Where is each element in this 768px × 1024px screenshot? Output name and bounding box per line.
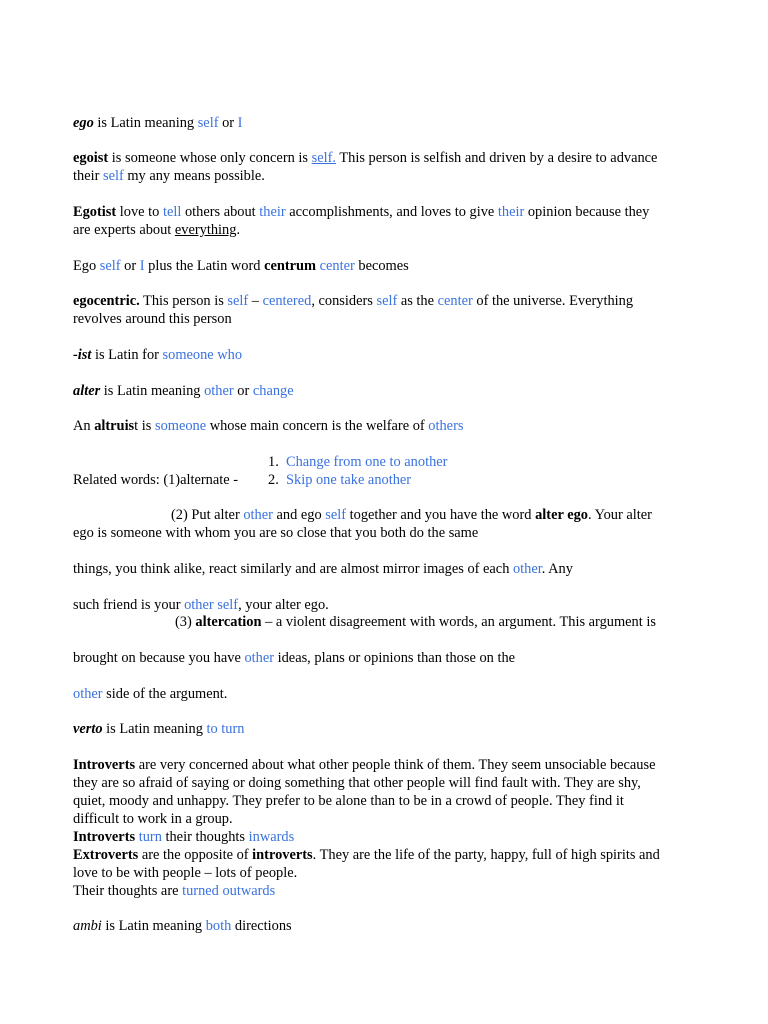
introverts-line-2: they are so afraid of saying or doing something that other people will find fault with. They are shy,: [73, 775, 641, 791]
term: egocentric.: [73, 293, 140, 309]
egoist-definition-cont: their self my any means possible.: [73, 168, 265, 184]
alter-definition: alter is Latin meaning other or change: [73, 383, 294, 399]
extroverts-line-1: Extroverts are the opposite of introverts. They are the life of the party, happy, full of high spirits and: [73, 847, 660, 863]
introverts-line-1: Introverts are very concerned about what other people think of them. They seem unsociable because: [73, 757, 656, 773]
term: Egotist: [73, 204, 117, 220]
egocentric-definition-cont: revolves around this person: [73, 311, 232, 327]
extroverts-line-2: love to be with people – lots of people.: [73, 865, 298, 881]
altruist-definition: An altruist is someone whose main concern is the welfare of others: [73, 418, 464, 434]
root-word: alter: [73, 383, 101, 399]
introverts-line-4: difficult to work in a group.: [73, 811, 233, 827]
root-word: ego: [73, 115, 94, 131]
ambi-definition: ambi is Latin meaning both directions: [73, 918, 292, 934]
alter-ego-line-2: ego is someone with whom you are so close that you both do the same: [73, 525, 479, 541]
egotist-definition-cont: are experts about everything.: [73, 222, 241, 238]
related-list-item-1: 1. Change from one to another: [268, 454, 448, 470]
alter-ego-line-3: things, you think alike, react similarly and are almost mirror images of each other. Any: [73, 561, 573, 577]
introverts-line-3: quiet, moody and unhappy. They prefer to be alone than to be in a crowd of people. They find it: [73, 793, 624, 809]
verto-definition: verto is Latin meaning to turn: [73, 721, 245, 737]
root-word: verto: [73, 721, 103, 737]
egoist-definition: egoist is someone whose only concern is self. This person is selfish and driven by a desire to advance: [73, 150, 658, 166]
related-list-item-2: 2. Skip one take another: [268, 472, 412, 488]
related-words-label: Related words: (1)alternate -: [73, 472, 239, 488]
alter-ego-paragraph: (2) Put alter other and ego self together and you have the word alter ego. Your alter: [171, 507, 652, 523]
term: Introverts: [73, 757, 136, 773]
suffix: -ist: [73, 347, 92, 363]
altercation-line-2: brought on because you have other ideas, plans or opinions than those on the: [73, 650, 516, 666]
centrum-line: Ego self or I plus the Latin word centrum center becomes: [73, 258, 409, 274]
extroverts-line-3: Their thoughts are turned outwards: [73, 883, 276, 899]
term: egoist: [73, 150, 109, 166]
altercation-paragraph: (3) altercation – a violent disagreement with words, an argument. This argument is: [175, 614, 656, 630]
egotist-definition: Egotist love to tell others about their accomplishments, and loves to give their opinion because they: [73, 204, 650, 220]
egocentric-definition: egocentric. This person is self – centered, considers self as the center of the universe. Everything: [73, 293, 634, 309]
ist-definition: -ist is Latin for someone who: [73, 347, 243, 363]
introverts-line-5: Introverts turn their thoughts inwards: [73, 829, 295, 845]
altercation-line-3: other side of the argument.: [73, 686, 228, 702]
ego-definition: ego is Latin meaning self or I: [73, 115, 243, 131]
term: Extroverts: [73, 847, 139, 863]
alter-ego-line-4: such friend is your other self, your alter ego.: [73, 597, 329, 613]
root-word: ambi: [73, 918, 102, 934]
